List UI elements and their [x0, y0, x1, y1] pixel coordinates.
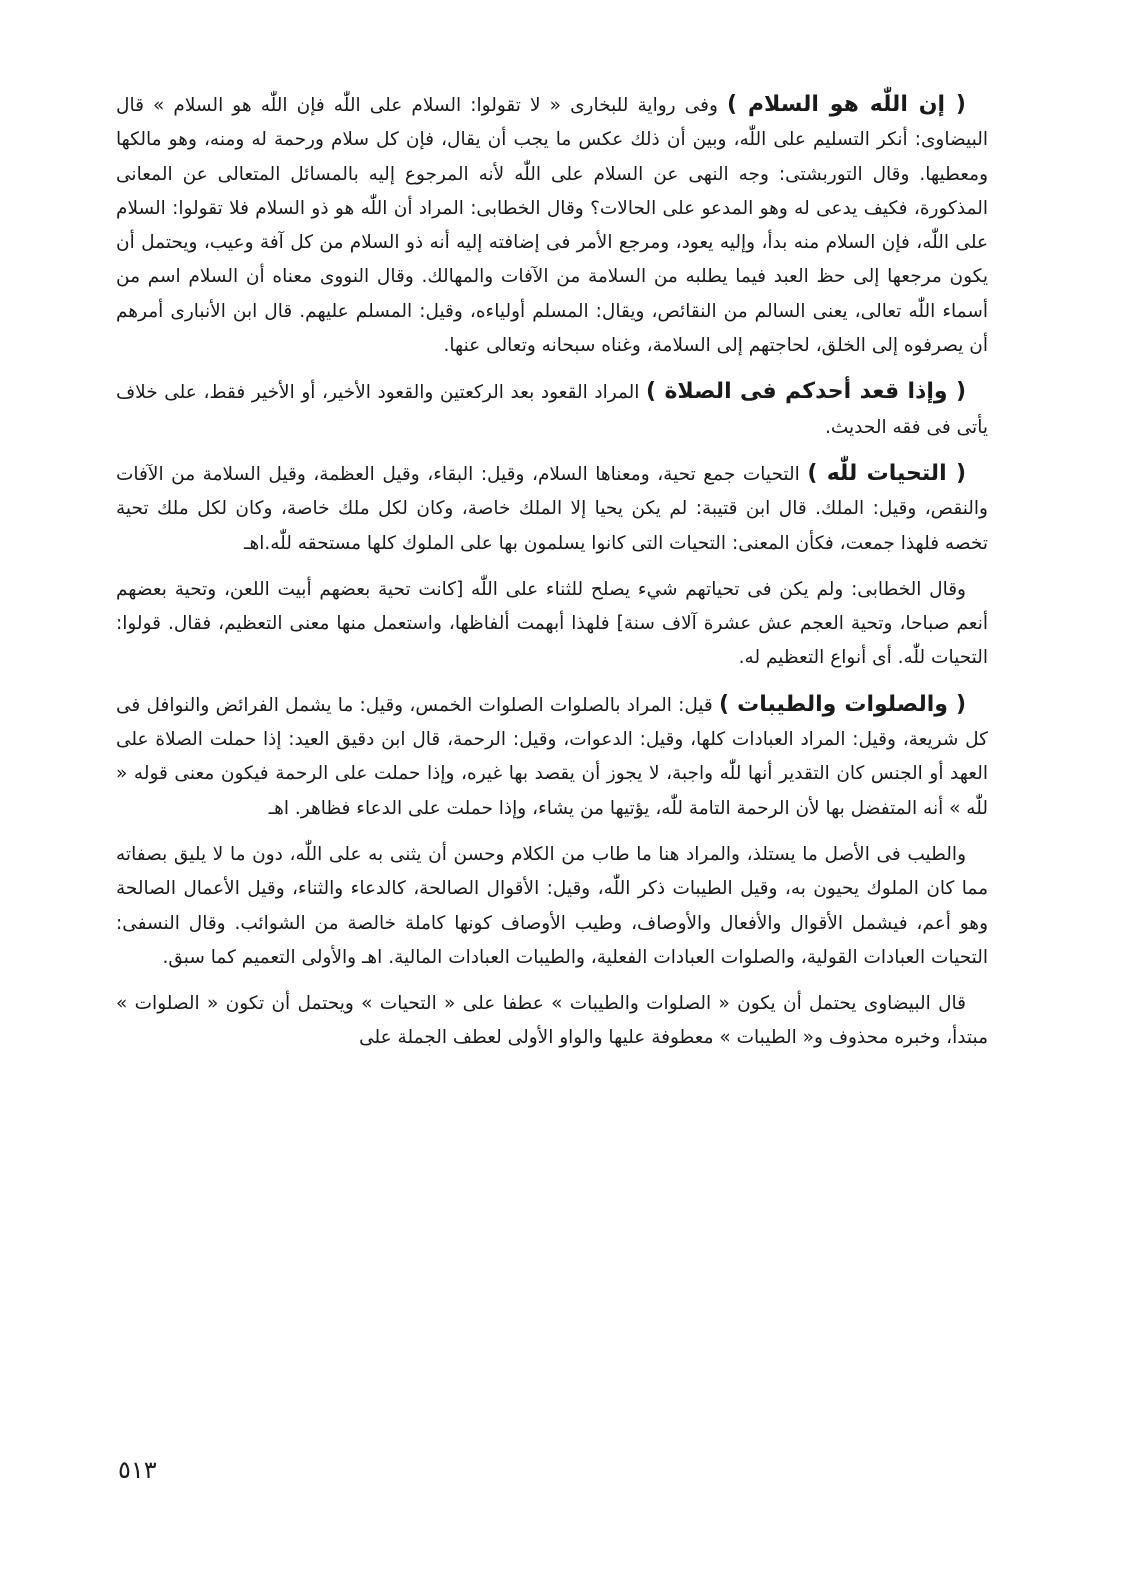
commentary-text: قيل: المراد بالصلوات الصلوات الخمس، وقيل: ما يشمل الفرائض والنوافل فى كل شريعة، وقيل: المراد العبادات كلها، وقيل: الدعوات، وقيل: الرحمة، قال ابن دقيق العيد: إذا حملت الصلاة على العهد أو الجنس كان التقدير أنها للّٰه واجبة، لا يجوز أن يقصد بها غيره، وإذا حملت على الرحمة فيكون معنى قوله « للّٰه » أنه المتفضل بها لأن الرحمة التامة للّٰه، يؤتيها من يشاء، وإذا حملت على الدعاء فظاهر. اهـ — [116, 694, 988, 819]
paragraph-qaada — [116, 375, 988, 445]
commentary-text: وفى رواية للبخارى « لا تقولوا: السلام على اللّٰه فإن اللّٰه هو السلام » قال البيضاوى: أنكر التسليم على اللّٰه، وبين أن ذلك عكس ما يجب أن يقال، فإن كل سلام ورحمة له ومنه، وهو مالكها ومعطيها. وقال التوربشتى: وجه النهى عن السلام على اللّٰه لأنه المرجوع إليه بالمسائل المتعالى عن المعانى المذكورة، فكيف يدعى له وهو المدعو على الحالات؟ وقال الخطابى: المراد أن اللّٰه هو ذو السلام فلا تقولوا: السلام على اللّٰه، فإن السلام منه بدأ، وإليه يعود، ومرجع الأمر فى إضافته إليه أنه ذو السلام من كل آفة وعيب، ويحتمل أن يكون مرجعها إلى حظ العبد فيما يطلبه من السلامة من الآفات والمهالك. وقال النووى معناه أن السلام اسم من أسماء اللّٰه تعالى، يعنى السالم من النقائص، ويقال: المسلم أولياءه، وقيل: المسلم عليهم. قال ابن الأنبارى أمرهم أن يصرفوه إلى الخلق، لحاجتهم إلى السلامة، وغناه سبحانه وتعالى عنها. — [116, 95, 988, 357]
hadith-lemma: ( إن اللّٰه هو السلام ) — [726, 92, 966, 117]
paragraph-baydawi — [116, 987, 988, 1056]
commentary-text: المراد القعود بعد الركعتين والقعود الأخير، أو الأخير فقط، على خلاف يأتى فى فقه الحديث. — [116, 382, 988, 438]
commentary-text: والطيب فى الأصل ما يستلذ، والمراد هنا ما طاب من الكلام وحسن أن يثنى به على اللّٰه، دون ما لا يليق بصفاته مما كان الملوك يحيون به، وقيل الطيبات ذكر اللّٰه، وقيل: الأقوال الصالحة، كالدعاء والثناء، وقيل الأعمال الصالحة وهو أعم، فيشمل الأقوال والأفعال والأوصاف، وطيب الأوصاف كونها كاملة خالصة من الشوائب. وقال النسفى: التحيات العبادات القولية، والصلوات العبادات الفعلية، والطيبات العبادات المالية. اهـ والأولى التعميم كما سبق. — [116, 843, 988, 968]
commentary-text: وقال الخطابى: ولم يكن فى تحياتهم شيء يصلح للثناء على اللّٰه [كانت تحية بعضهم أبيت اللعن، وتحية بعضهم أنعم صباحا، وتحية العجم عش عشرة آلاف سنة] فلهذا أبهمت ألفاظها، واستعمل منها معنى التعظيم، فقال. قولوا: التحيات للّٰه. أى أنواع التعظيم له. — [116, 578, 988, 669]
paragraph-tayyib — [116, 838, 988, 975]
hadith-lemma: ( التحيات للّٰه ) — [807, 460, 966, 486]
hadith-lemma: ( وإذا قعد أحدكم فى الصلاة ) — [646, 379, 966, 405]
commentary-text: قال البيضاوى يحتمل أن يكون « الصلوات والطيبات » عطفا على « التحيات » ويحتمل أن تكون « الصلوات » مبتدأ، وخبره محذوف و« الطيبات » معطوفة عليها والواو الأولى لعطف الجملة على — [116, 993, 988, 1049]
commentary-text: التحيات جمع تحية، ومعناها السلام، وقيل: البقاء، وقيل العظمة، وقيل السلامة من الآفات والنقص، وقيل: الملك. قال ابن قتيبة: لم يكن يحيا إلا الملك خاصة، وكان لكل ملك خاصة، وكان لكل ملك تحية تخصه فلهذا جمعت، فكأن المعنى: التحيات التى كانوا يسلمون بها على الملوك كلها مستحقه للّٰه.اهـ — [116, 463, 988, 554]
paragraph-salam — [116, 88, 988, 363]
page-number: ٥١٣ — [118, 1456, 157, 1484]
document-body — [116, 88, 988, 1068]
paragraph-salawat — [116, 688, 988, 826]
paragraph-tahiyyat — [116, 457, 988, 561]
paragraph-khattabi — [116, 573, 988, 676]
hadith-lemma: ( والصلوات والطيبات ) — [719, 691, 966, 717]
